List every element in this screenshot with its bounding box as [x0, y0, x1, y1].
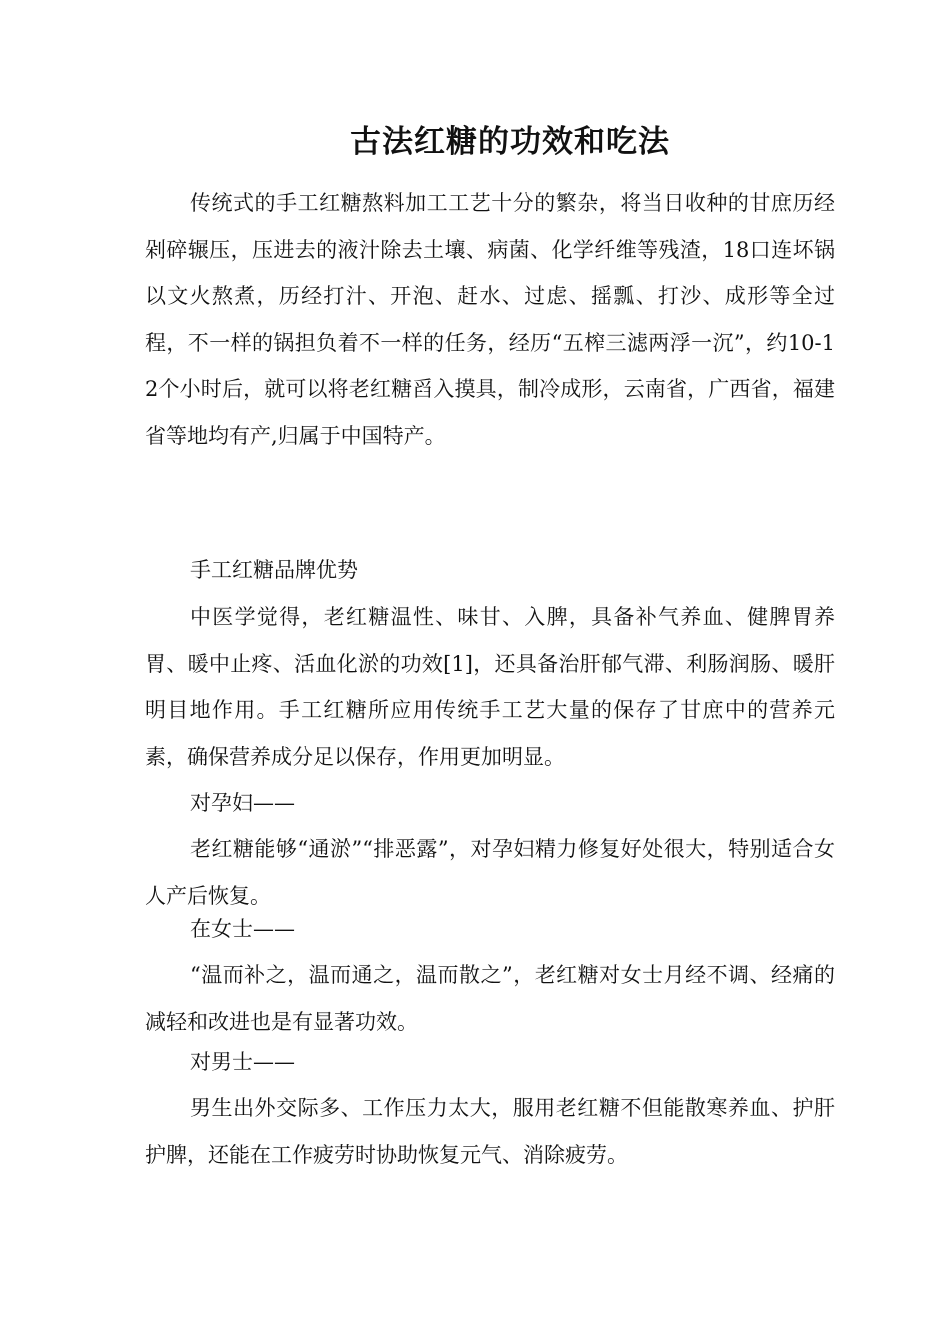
section-heading-brand-advantage: 手工红糖品牌优势	[190, 558, 358, 582]
paragraph-tcm-benefits: 中医学觉得，老红糖温性、味甘、入脾，具备补气养血、健脾胃养胃、暖中止疼、活血化淤的功效[1]，还具备治肝郁气滞、利肠润肠、暖肝明目地作用。手工红糖所应用传统手工艺大量的保存了甘庶中的营养元素，确保营养成分足以保存，作用更加明显。	[145, 605, 835, 769]
paragraph-pregnant-women: 老红糖能够“通淤”“排恶露”，对孕妇精力修复好处很大，特别适合女人产后恢复。	[145, 837, 835, 908]
subheading-women: 在女士——	[190, 917, 295, 941]
document-title: 古法红糖的功效和吃法	[350, 124, 670, 160]
paragraph-women: “温而补之，温而通之，温而散之”，老红糖对女士月经不调、经痛的减轻和改进也是有显著功效。	[145, 963, 835, 1034]
subheading-men: 对男士——	[190, 1050, 295, 1074]
paragraph-process: 传统式的手工红糖熬料加工工艺十分的繁杂，将当日收种的甘庶历经剁碎辗压，压进去的液汁除去土壤、病菌、化学纤维等残渣，18口连坏锅以文火熬煮，历经打汁、开泡、赶水、过虑、摇瓢、打沙、成形等全过程，不一样的锅担负着不一样的任务，经历“五榨三滤两浮一沉”，约10-12个小时后，就可以将老红糖舀入摸具，制冷成形，云南省，广西省，福建省等地均有产,归属于中国特产。	[145, 191, 835, 448]
subheading-pregnant-women: 对孕妇——	[190, 791, 295, 815]
paragraph-men: 男生出外交际多、工作压力太大，服用老红糖不但能散寒养血、护肝护脾，还能在工作疲劳时协助恢复元气、消除疲劳。	[145, 1096, 835, 1167]
